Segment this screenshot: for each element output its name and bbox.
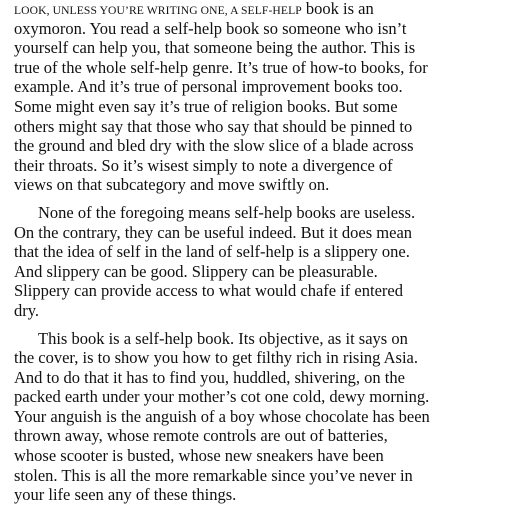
text-line: packed earth under your mother’s cot one cold, dewy morning. (14, 387, 430, 407)
text-line: And slippery can be good. Slippery can be pleasurable. (14, 261, 378, 281)
text-line: views on that subcategory and move swiftly on. (14, 175, 330, 195)
text-line: others might say that those who say that should be pinned to (14, 116, 413, 136)
book-page (14, 0, 506, 505)
text-line: their throats. So it’s wisest simply to note a divergence of (14, 155, 393, 175)
text-line: example. And it’s true of personal improvement books too. (14, 77, 403, 97)
text-line: true of the whole self-help genre. It’s true of how-to books, for (14, 57, 428, 77)
text-line: And to do that it has to find you, huddled, shivering, on the (14, 367, 405, 387)
text-line: the cover, is to show you how to get filthy rich in rising Asia. (14, 348, 419, 368)
text-line: whose scooter is busted, whose new sneakers have been (14, 446, 384, 466)
small-caps-lead-in: LOOK, UNLESS YOU’RE WRITING ONE, A SELF-HELP (14, 4, 302, 17)
text-line: None of the foregoing means self-help books are useless. (38, 202, 416, 222)
text-line: the ground and bled dry with the slow slice of a blade across (14, 136, 414, 156)
paragraph-2 (14, 203, 506, 321)
text-line: dry. (14, 300, 40, 320)
text-line: On the contrary, they can be useful indeed. But it does mean (14, 222, 413, 242)
text-line: that the idea of self in the land of self-help is a slippery one. (14, 242, 410, 262)
paragraph-3 (14, 329, 506, 505)
text-line: yourself can help you, that someone being the author. This is (14, 38, 416, 58)
text-line-fragment: book is an (301, 0, 374, 18)
text-line: This book is a self-help book. Its objective, as it says on (38, 328, 408, 348)
text-line: Slippery can provide access to what would chafe if entered (14, 281, 403, 301)
paragraph-1 (14, 0, 506, 195)
text-line: Your anguish is the anguish of a boy whose chocolate has been (14, 406, 430, 426)
text-line: stolen. This is all the more remarkable since you’ve never in (14, 465, 413, 485)
text-line (14, 0, 506, 19)
text-line: Some might even say it’s true of religion books. But some (14, 96, 398, 116)
text-line: your life seen any of these things. (14, 485, 237, 505)
text-line: thrown away, whose remote controls are out of batteries, (14, 426, 388, 446)
text-line: oxymoron. You read a self-help book so someone who isn’t (14, 18, 407, 38)
